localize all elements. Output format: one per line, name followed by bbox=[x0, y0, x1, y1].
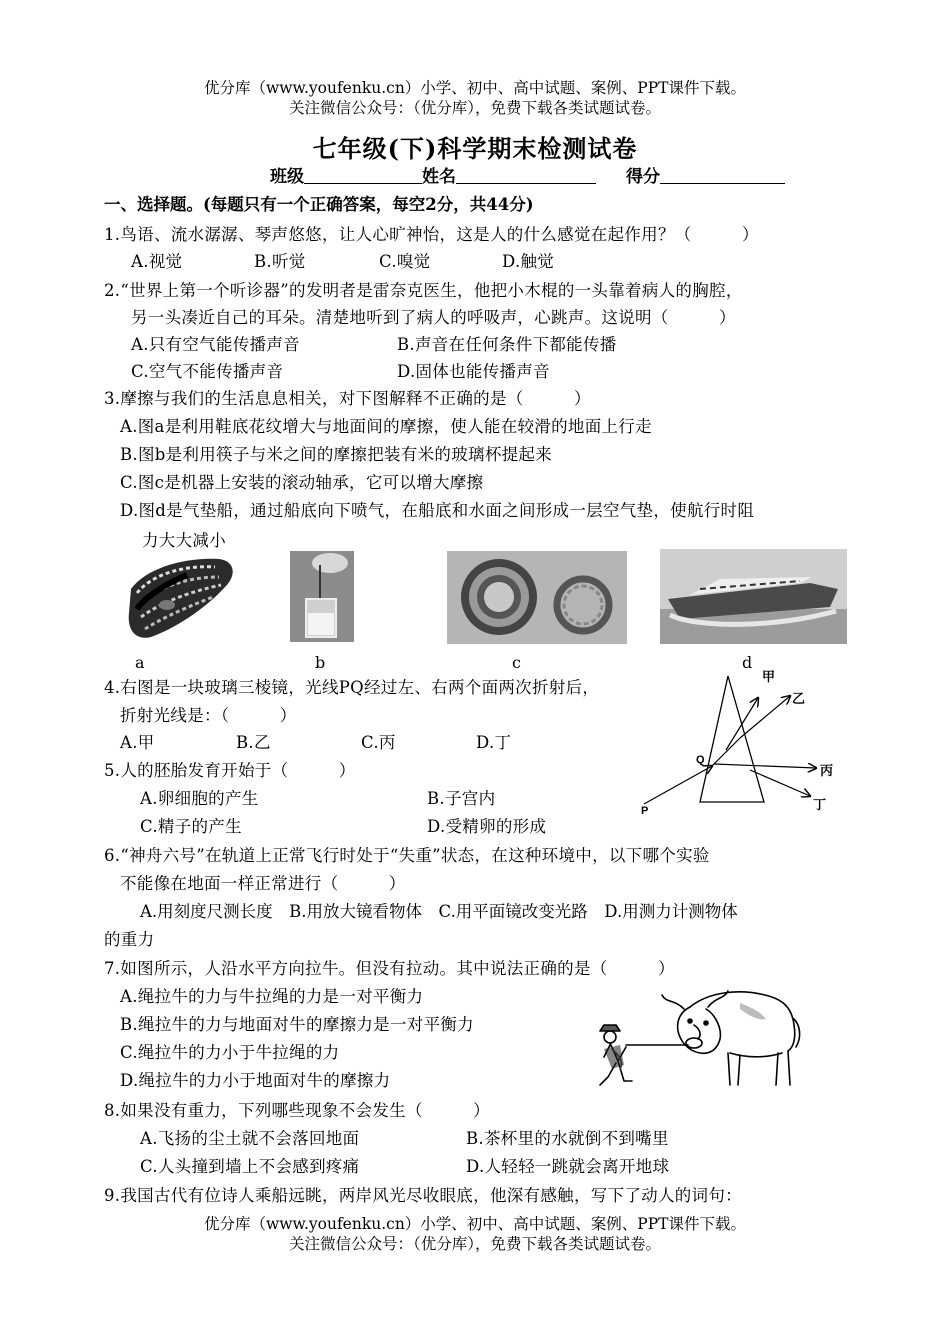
chopstick-cup-image bbox=[290, 551, 354, 642]
page-title: 七年级(下)科学期末检测试卷 bbox=[312, 134, 638, 163]
q2-option-d: D.固体也能传播声音 bbox=[397, 362, 550, 381]
q8-option-c: C.人头撞到墙上不会感到疼痛 bbox=[140, 1157, 360, 1176]
header-line-1: 优分库（www.youfenku.cn）小学、初中、高中试题、案例、PPT课件下载。 bbox=[203, 79, 747, 97]
q4-stem-2: 折射光线是：（ ） bbox=[120, 706, 297, 725]
footer-line-2: 关注微信公众号：（优分库），免费下载各类试题试卷。 bbox=[288, 1235, 661, 1253]
footer-line-1: 优分库（www.youfenku.cn）小学、初中、高中试题、案例、PPT课件下载。 bbox=[203, 1215, 747, 1233]
q1-option-b: B.听觉 bbox=[254, 252, 306, 271]
q4-option-b: B.乙 bbox=[236, 733, 271, 752]
q5-stem: 5.人的胚胎发育开始于（ ） bbox=[104, 761, 356, 780]
q7-stem: 7.如图所示，人沿水平方向拉牛。但没有拉动。其中说法正确的是（ ） bbox=[104, 959, 675, 978]
figure-caption-b: b bbox=[315, 653, 326, 672]
info-line bbox=[270, 162, 785, 187]
q7-option-c: C.绳拉牛的力小于牛拉绳的力 bbox=[120, 1043, 340, 1062]
q5-option-c: C.精子的产生 bbox=[140, 817, 242, 836]
q6-stem-1: 6.“神舟六号”在轨道上正常飞行时处于“失重”状态，在这种环境中，以下哪个实验 bbox=[104, 846, 710, 865]
class-label: 班级 bbox=[270, 167, 304, 187]
q7-option-d: D.绳拉牛的力小于地面对牛的摩擦力 bbox=[120, 1071, 391, 1090]
q3-option-b: B.图b是利用筷子与米之间的摩擦把装有米的玻璃杯提起来 bbox=[120, 445, 553, 464]
header-line-2: 关注微信公众号：（优分库），免费下载各类试题试卷。 bbox=[288, 99, 661, 117]
q8-stem: 8.如果没有重力，下列哪些现象不会发生（ ） bbox=[104, 1101, 490, 1120]
q2-option-b: B.声音在任何条件下都能传播 bbox=[397, 335, 617, 354]
class-field[interactable] bbox=[304, 165, 422, 184]
score-field[interactable] bbox=[660, 165, 785, 184]
q1-option-d: D.触觉 bbox=[502, 252, 555, 271]
q5-option-a: A.卵细胞的产生 bbox=[140, 789, 259, 808]
slipper-sole-image bbox=[127, 553, 239, 643]
figure-caption-d: d bbox=[742, 653, 753, 672]
man-pulling-ox-image bbox=[590, 985, 805, 1095]
name-field[interactable] bbox=[456, 165, 596, 184]
q5-option-b: B.子宫内 bbox=[427, 789, 496, 808]
prism-label-bing: 丙 bbox=[820, 764, 834, 779]
q8-option-b: B.茶杯里的水就倒不到嘴里 bbox=[466, 1129, 669, 1148]
hovercraft-image bbox=[660, 549, 847, 644]
q1-option-c: C.嗅觉 bbox=[379, 252, 431, 271]
q4-option-d: D.丁 bbox=[476, 733, 512, 752]
q8-option-d: D.人轻轻一跳就会离开地球 bbox=[466, 1157, 670, 1176]
q4-option-a: A.甲 bbox=[120, 733, 155, 752]
prism-label-jia: 甲 bbox=[762, 670, 776, 685]
q2-stem-2: 另一头凑近自己的耳朵。清楚地听到了病人的呼吸声，心跳声。这说明（ ） bbox=[131, 308, 736, 327]
q2-option-c: C.空气不能传播声音 bbox=[131, 362, 284, 381]
prism-label-q: Q bbox=[696, 754, 705, 766]
q1-stem: 1.鸟语、流水潺潺、琴声悠悠，让人心旷神怡，这是人的什么感觉在起作用？（ ） bbox=[104, 225, 759, 244]
q6-options-tail: 的重力 bbox=[104, 930, 155, 949]
q7-option-a: A.绳拉牛的力与牛拉绳的力是一对平衡力 bbox=[120, 987, 424, 1006]
q3-option-a: A.图a是利用鞋底花纹增大与地面间的摩擦，使人能在较滑的地面上行走 bbox=[120, 417, 652, 436]
q6-options: A.用刻度尺测长度 B.用放大镜看物体 C.用平面镜改变光路 D.用测力计测物体 bbox=[140, 902, 738, 921]
figure-caption-c: c bbox=[512, 653, 521, 672]
prism-label-yi: 乙 bbox=[792, 692, 806, 707]
q3-option-d-line-1: D.图d是气垫船，通过船底向下喷气，在船底和水面之间形成一层空气垫，使航行时阻 bbox=[120, 501, 755, 520]
q4-stem-1: 4.右图是一块玻璃三棱镜，光线PQ经过左、右两个面两次折射后， bbox=[104, 678, 600, 697]
q9-stem: 9.我国古代有位诗人乘船远眺，两岸风光尽收眼底，他深有感触，写下了动人的词句： bbox=[104, 1186, 742, 1205]
q4-option-c: C.丙 bbox=[361, 733, 396, 752]
prism-label-ding: 丁 bbox=[813, 798, 827, 813]
q7-option-b: B.绳拉牛的力与地面对牛的摩擦力是一对平衡力 bbox=[120, 1015, 474, 1034]
q2-stem-1: 2.“世界上第一个听诊器”的发明者是雷奈克医生，他把小木棍的一头靠着病人的胸腔， bbox=[104, 281, 743, 300]
q3-stem: 3.摩擦与我们的生活息息相关，对下图解释不正确的是（ ） bbox=[104, 389, 591, 408]
prism-label-p: P bbox=[641, 805, 649, 817]
figure-caption-a: a bbox=[135, 653, 145, 672]
name-label: 姓名 bbox=[422, 167, 456, 187]
q1-option-a: A.视觉 bbox=[131, 252, 183, 271]
score-label: 得分 bbox=[626, 167, 660, 187]
q2-option-a: A.只有空气能传播声音 bbox=[131, 335, 300, 354]
section-heading: 一、选择题。(每题只有一个正确答案，每空2分，共44分) bbox=[104, 195, 534, 214]
ball-bearing-image bbox=[447, 551, 627, 644]
q3-option-d-line-2: 力大大减小 bbox=[142, 531, 226, 550]
q8-option-a: A.飞扬的尘土就不会落回地面 bbox=[140, 1129, 360, 1148]
q5-option-d: D.受精卵的形成 bbox=[427, 817, 547, 836]
q3-option-c: C.图c是机器上安装的滚动轴承，它可以增大摩擦 bbox=[120, 473, 484, 492]
q6-stem-2: 不能像在地面一样正常进行（ ） bbox=[120, 874, 406, 893]
